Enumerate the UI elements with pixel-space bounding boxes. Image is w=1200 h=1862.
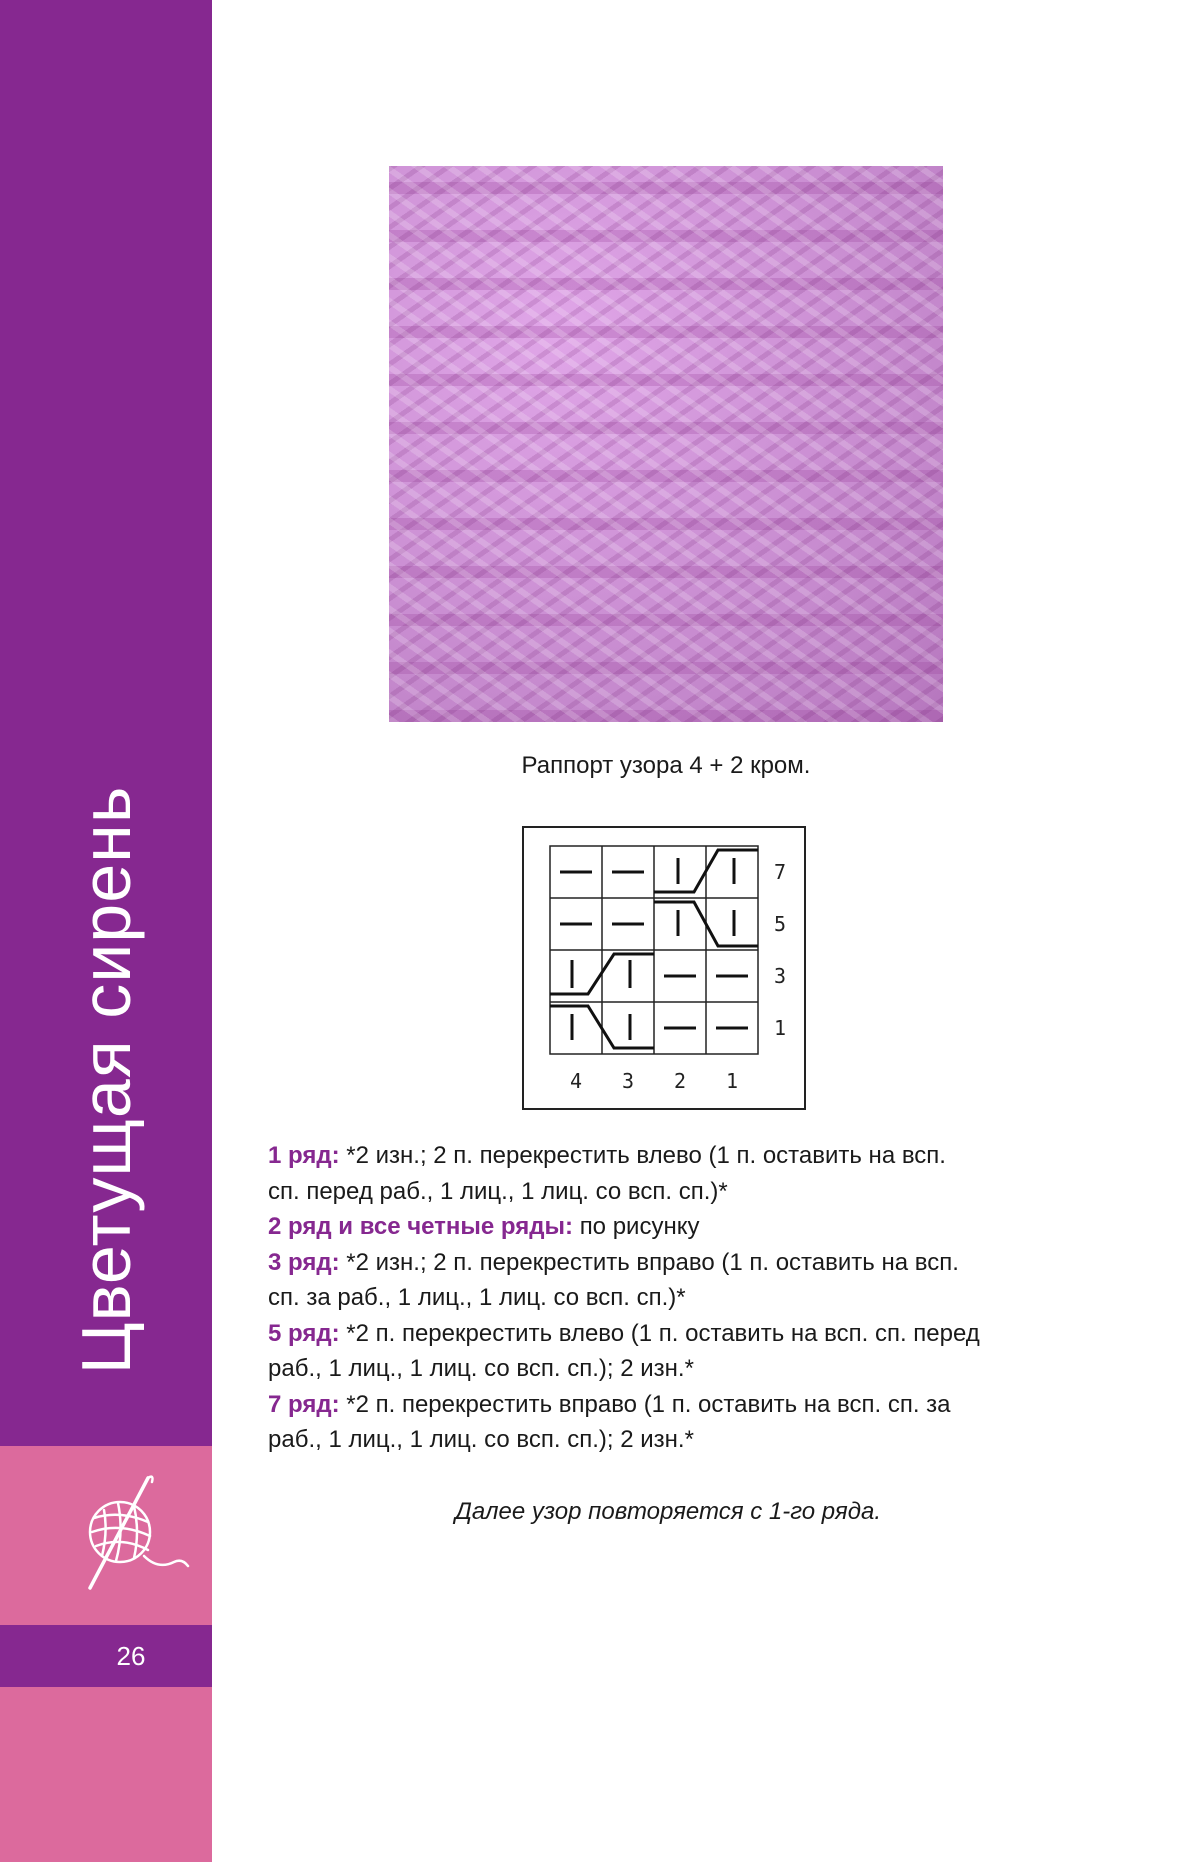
- row-label: 7 ряд:: [268, 1390, 340, 1418]
- chart-column-number: 2: [674, 1069, 687, 1093]
- instruction-row-3: [268, 1245, 1068, 1316]
- page-number: 26: [116, 1641, 146, 1671]
- instruction-row-2: [268, 1209, 1068, 1245]
- instruction-row-5: [268, 1316, 1068, 1387]
- row-text: по рисунку: [579, 1213, 700, 1240]
- chart-column-number: 1: [726, 1069, 739, 1093]
- row-label: 3 ряд:: [268, 1248, 340, 1276]
- pattern-title: Цветущая сирень: [67, 785, 145, 1375]
- row-text: *2 п. перекрестить вправо (1 п. оставить на всп. сп. за: [346, 1390, 951, 1418]
- sidebar-title-container: [0, 0, 212, 1446]
- row-text: *2 изн.; 2 п. перекрестить влево (1 п. оставить на всп.: [346, 1142, 946, 1169]
- chart-row-number: 7: [774, 860, 787, 884]
- chart-frame: [523, 827, 805, 1109]
- chart-column-number: 3: [622, 1069, 635, 1093]
- row-text: *2 изн.; 2 п. перекрестить вправо (1 п. оставить на всп.: [346, 1248, 959, 1276]
- row-text: раб., 1 лиц., 1 лиц. со всп. сп.); 2 изн.*: [268, 1355, 694, 1382]
- instruction-row-1: [268, 1138, 1068, 1209]
- chart-column-number: 4: [570, 1069, 583, 1093]
- row-text: сп. перед раб., 1 лиц., 1 лиц. со всп. сп.)*: [268, 1177, 728, 1205]
- chart-row-number: 3: [774, 964, 787, 988]
- row-text: *2 п. перекрестить влево (1 п. оставить на всп. сп. перед: [346, 1319, 980, 1347]
- sidebar-bottom-band: [0, 1687, 212, 1862]
- knitting-chart: [522, 826, 806, 1110]
- repeat-note: Далее узор повторяется с 1-го ряда.: [455, 1498, 881, 1525]
- row-text: сп. за раб., 1 лиц., 1 лиц. со всп. сп.)*: [268, 1284, 686, 1311]
- row-label: 2 ряд и все четные ряды:: [268, 1213, 574, 1240]
- yarn-ball-with-crochet-hook-icon: [78, 1470, 198, 1600]
- knitted-swatch-photo: [389, 166, 943, 722]
- rapport-caption: Раппорт узора 4 + 2 кром.: [521, 752, 811, 779]
- row-text: раб., 1 лиц., 1 лиц. со всп. сп.); 2 изн.*: [268, 1426, 694, 1453]
- row-instructions: [268, 1138, 1068, 1458]
- row-label: 5 ряд:: [268, 1319, 340, 1347]
- row-label: 1 ряд:: [268, 1142, 340, 1169]
- chart-row-number: 5: [774, 912, 787, 936]
- instruction-row-7: [268, 1387, 1068, 1458]
- chart-row-number: 1: [774, 1016, 787, 1040]
